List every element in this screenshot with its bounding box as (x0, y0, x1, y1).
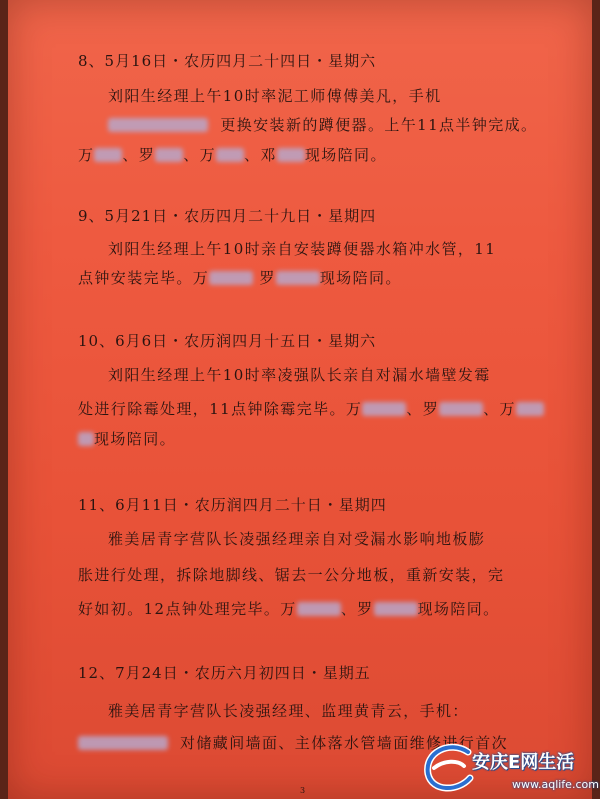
redacted-phone (78, 736, 168, 750)
entry-heading: 10、6月6日・农历润四月十五日・星期六 (78, 332, 377, 350)
site-watermark (420, 738, 599, 796)
page-number: 3 (300, 786, 306, 795)
redacted-phone (108, 118, 208, 132)
entry-heading: 11、6月11日・农历润四月二十日・星期四 (78, 496, 387, 514)
entry-text: 点钟安装完毕。万 罗 现场陪同。 (78, 269, 402, 287)
entry-text: 胀进行处理，拆除地脚线、锯去一公分地板，重新安装，完 (78, 566, 505, 584)
entry-text: 万 、罗 、万 、邓 现场陪同。 (78, 146, 387, 164)
redacted-name (155, 148, 183, 162)
document-page (8, 0, 592, 799)
entry-text: 刘阳生经理上午10时亲自安装蹲便器水箱冲水管，11 (108, 240, 497, 258)
redacted-name (374, 602, 418, 616)
entry-text: 处进行除霉处理，11点钟除霉完毕。万 、罗 、万 (78, 398, 544, 419)
entry-heading: 12、7月24日・农历六月初四日・星期五 (78, 664, 371, 682)
entry-text: 更换安装新的蹲便器。上午11点半钟完成。 (108, 114, 537, 135)
entry-text: 对储藏间墙面、主体落水管墙面维修进行首次 (78, 732, 508, 753)
entry-heading: 9、5月21日・农历四月二十九日・星期四 (78, 207, 377, 225)
entry-text: 现场陪同。 (78, 428, 176, 449)
redacted-name (94, 148, 122, 162)
entry-heading: 8、5月16日・农历四月二十四日・星期六 (78, 52, 377, 70)
redacted-name (209, 271, 253, 285)
watermark-url: www.aqlife.com (512, 778, 599, 791)
redacted-name (78, 432, 94, 446)
redacted-name (516, 402, 544, 416)
redacted-name (277, 148, 305, 162)
entry-text: 雅美居青字营队长凌强经理、监理黄青云，手机： (108, 702, 469, 720)
redacted-name (276, 271, 320, 285)
redacted-name (216, 148, 244, 162)
entry-text: 刘阳生经理上午10时率凌强队长亲自对漏水墙壁发霉 (108, 366, 491, 384)
redacted-name (297, 602, 341, 616)
redacted-name (362, 402, 406, 416)
redacted-name (439, 402, 483, 416)
entry-text: 刘阳生经理上午10时率泥工师傅傅美凡，手机 (108, 87, 442, 105)
entry-text: 好如初。12点钟处理完毕。万 、罗 现场陪同。 (78, 600, 500, 618)
entry-text: 雅美居青字营队长凌强经理亲自对受漏水影响地板膨 (108, 530, 486, 548)
watermark-text: 安庆E网生活 (472, 752, 575, 773)
e-logo-icon (420, 738, 480, 796)
